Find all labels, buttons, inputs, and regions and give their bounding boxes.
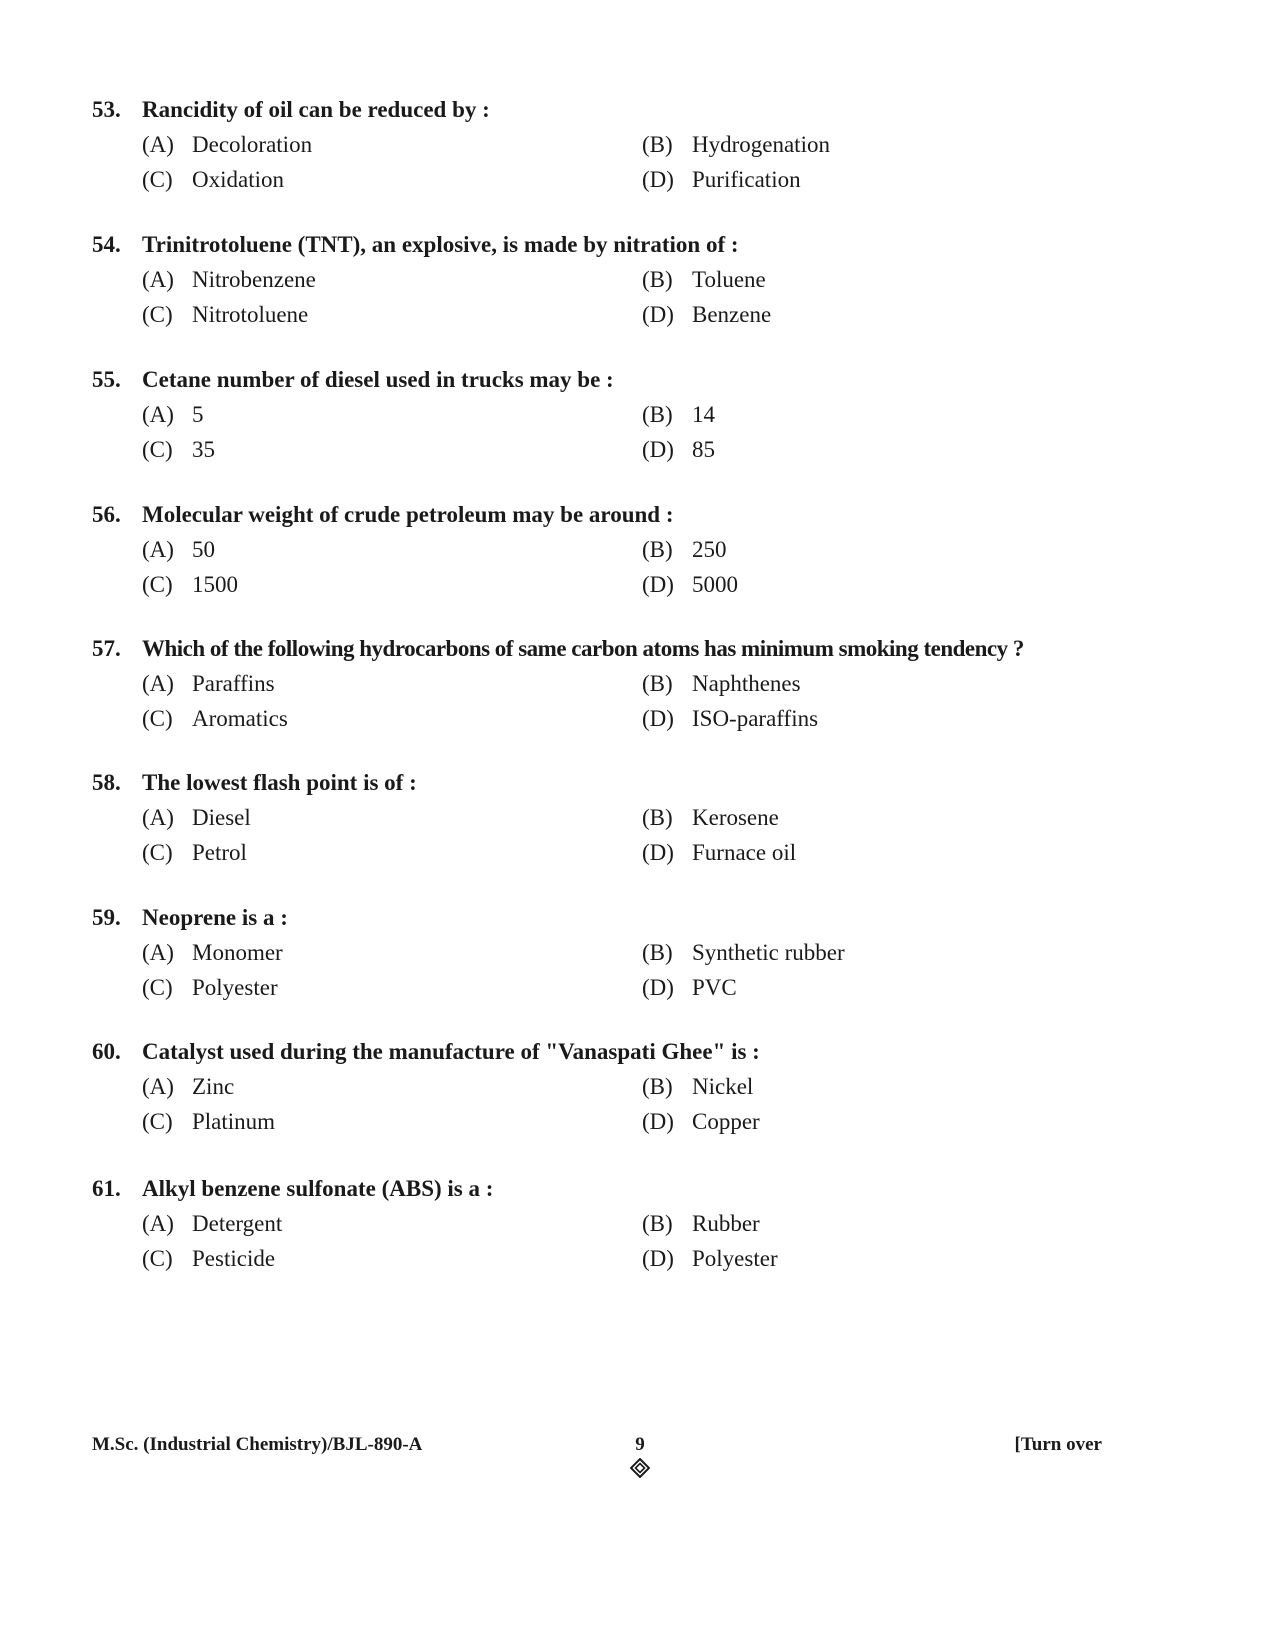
option-letter: (D) xyxy=(642,437,674,462)
option-a xyxy=(142,1072,642,1102)
option-b xyxy=(642,400,1102,430)
question-55 xyxy=(92,365,1112,465)
option-text: Paraffins xyxy=(192,671,275,696)
option-letter: (A) xyxy=(142,132,174,157)
option-c xyxy=(142,973,642,1003)
option-b xyxy=(642,669,1102,699)
option-text: Furnace oil xyxy=(692,840,797,865)
option-a xyxy=(142,400,642,430)
option-text: 50 xyxy=(192,537,215,562)
option-letter: (B) xyxy=(642,132,673,157)
option-d xyxy=(642,1107,1102,1137)
question-57 xyxy=(92,634,1112,734)
option-b xyxy=(642,1209,1102,1239)
question-60 xyxy=(92,1037,1112,1137)
option-letter: (C) xyxy=(142,706,173,731)
option-letter: (D) xyxy=(642,1246,674,1271)
option-text: Synthetic rubber xyxy=(692,940,845,965)
option-letter: (C) xyxy=(142,302,173,327)
option-text: Nitrotoluene xyxy=(192,302,309,327)
option-letter: (B) xyxy=(642,1074,673,1099)
option-c xyxy=(142,570,642,600)
option-letter: (C) xyxy=(142,572,173,597)
question-number: 59. xyxy=(92,905,121,930)
option-text: 5 xyxy=(192,402,204,427)
question-number: 57. xyxy=(92,636,121,661)
option-c xyxy=(142,1107,642,1137)
option-text: Nickel xyxy=(692,1074,754,1099)
option-d xyxy=(642,973,1102,1003)
option-letter: (A) xyxy=(142,805,174,830)
option-text: 250 xyxy=(692,537,727,562)
option-d xyxy=(642,1244,1102,1274)
question-56 xyxy=(92,500,1112,600)
option-text: Detergent xyxy=(192,1211,283,1236)
option-c xyxy=(142,704,642,734)
option-text: Zinc xyxy=(192,1074,235,1099)
option-d xyxy=(642,165,1102,195)
question-number: 60. xyxy=(92,1039,121,1064)
option-text: Monomer xyxy=(192,940,283,965)
question-text: The lowest flash point is of : xyxy=(142,770,417,795)
option-letter: (D) xyxy=(642,167,674,192)
option-letter: (C) xyxy=(142,1109,173,1134)
option-d xyxy=(642,838,1102,868)
option-text: Oxidation xyxy=(192,167,284,192)
option-letter: (C) xyxy=(142,1246,173,1271)
option-letter: (D) xyxy=(642,1109,674,1134)
option-a xyxy=(142,803,642,833)
option-text: 1500 xyxy=(192,572,238,597)
option-text: Naphthenes xyxy=(692,671,801,696)
option-c xyxy=(142,1244,642,1274)
option-text: Hydrogenation xyxy=(692,132,830,157)
option-text: Kerosene xyxy=(692,805,779,830)
option-text: 35 xyxy=(192,437,215,462)
question-54 xyxy=(92,230,1112,330)
option-text: Copper xyxy=(692,1109,760,1134)
question-number: 55. xyxy=(92,367,121,392)
question-number: 61. xyxy=(92,1176,121,1201)
question-58 xyxy=(92,768,1112,868)
option-c xyxy=(142,165,642,195)
option-letter: (A) xyxy=(142,671,174,696)
question-number: 58. xyxy=(92,770,121,795)
option-d xyxy=(642,435,1102,465)
page-footer xyxy=(92,1431,1102,1459)
option-letter: (A) xyxy=(142,940,174,965)
option-a xyxy=(142,130,642,160)
option-text: Petrol xyxy=(192,840,247,865)
option-letter: (A) xyxy=(142,402,174,427)
option-b xyxy=(642,535,1102,565)
page-number: 9 xyxy=(635,1434,645,1455)
option-b xyxy=(642,803,1102,833)
option-letter: (A) xyxy=(142,1074,174,1099)
option-letter: (D) xyxy=(642,840,674,865)
option-b xyxy=(642,938,1102,968)
option-a xyxy=(142,669,642,699)
option-letter: (C) xyxy=(142,975,173,1000)
question-text: Trinitrotoluene (TNT), an explosive, is made by nitration of : xyxy=(142,232,739,257)
option-c xyxy=(142,435,642,465)
option-letter: (B) xyxy=(642,267,673,292)
question-number: 53. xyxy=(92,97,121,122)
option-letter: (B) xyxy=(642,671,673,696)
option-text: 85 xyxy=(692,437,715,462)
option-letter: (A) xyxy=(142,537,174,562)
option-letter: (A) xyxy=(142,1211,174,1236)
paper-code: M.Sc. (Industrial Chemistry)/BJL-890-A xyxy=(92,1434,423,1455)
option-b xyxy=(642,130,1102,160)
question-number: 56. xyxy=(92,502,121,527)
option-text: Pesticide xyxy=(192,1246,276,1271)
option-letter: (D) xyxy=(642,572,674,597)
turn-over-label: [Turn over xyxy=(1014,1434,1102,1455)
option-a xyxy=(142,535,642,565)
option-text: Aromatics xyxy=(192,706,288,731)
option-b xyxy=(642,1072,1102,1102)
option-text: Diesel xyxy=(192,805,251,830)
option-text: Toluene xyxy=(692,267,766,292)
option-text: Rubber xyxy=(692,1211,760,1236)
option-letter: (B) xyxy=(642,805,673,830)
option-c xyxy=(142,300,642,330)
option-a xyxy=(142,1209,642,1239)
option-letter: (B) xyxy=(642,940,673,965)
option-letter: (B) xyxy=(642,1211,673,1236)
option-d xyxy=(642,570,1102,600)
option-letter: (B) xyxy=(642,537,673,562)
option-text: PVC xyxy=(692,975,737,1000)
option-letter: (A) xyxy=(142,267,174,292)
option-letter: (B) xyxy=(642,402,673,427)
option-letter: (C) xyxy=(142,437,173,462)
option-d xyxy=(642,704,1102,734)
option-d xyxy=(642,300,1102,330)
option-letter: (C) xyxy=(142,840,173,865)
option-letter: (D) xyxy=(642,302,674,327)
option-b xyxy=(642,265,1102,295)
option-text: Polyester xyxy=(692,1246,778,1271)
question-text: Neoprene is a : xyxy=(142,905,288,930)
question-53 xyxy=(92,95,1112,195)
option-text: Benzene xyxy=(692,302,772,327)
option-letter: (D) xyxy=(642,975,674,1000)
option-c xyxy=(142,838,642,868)
option-a xyxy=(142,265,642,295)
question-61 xyxy=(92,1174,1112,1274)
option-text: Polyester xyxy=(192,975,278,1000)
question-59 xyxy=(92,903,1112,1003)
option-text: ISO-paraffins xyxy=(692,706,819,731)
question-text: Cetane number of diesel used in trucks may be : xyxy=(142,367,614,392)
option-text: 5000 xyxy=(692,572,738,597)
question-number: 54. xyxy=(92,232,121,257)
diamond-ornament-icon xyxy=(630,1458,650,1478)
option-a xyxy=(142,938,642,968)
question-text: Molecular weight of crude petroleum may be around : xyxy=(142,502,674,527)
question-text: Which of the following hydrocarbons of same carbon atoms has minimum smoking tendency ? xyxy=(142,636,1024,661)
option-letter: (C) xyxy=(142,167,173,192)
option-text: Decoloration xyxy=(192,132,313,157)
question-text: Alkyl benzene sulfonate (ABS) is a : xyxy=(142,1176,494,1201)
question-text: Rancidity of oil can be reduced by : xyxy=(142,97,490,122)
option-text: 14 xyxy=(692,402,715,427)
option-text: Purification xyxy=(692,167,801,192)
option-letter: (D) xyxy=(642,706,674,731)
option-text: Nitrobenzene xyxy=(192,267,316,292)
option-text: Platinum xyxy=(192,1109,276,1134)
question-text: Catalyst used during the manufacture of "Vanaspati Ghee" is : xyxy=(142,1039,760,1064)
